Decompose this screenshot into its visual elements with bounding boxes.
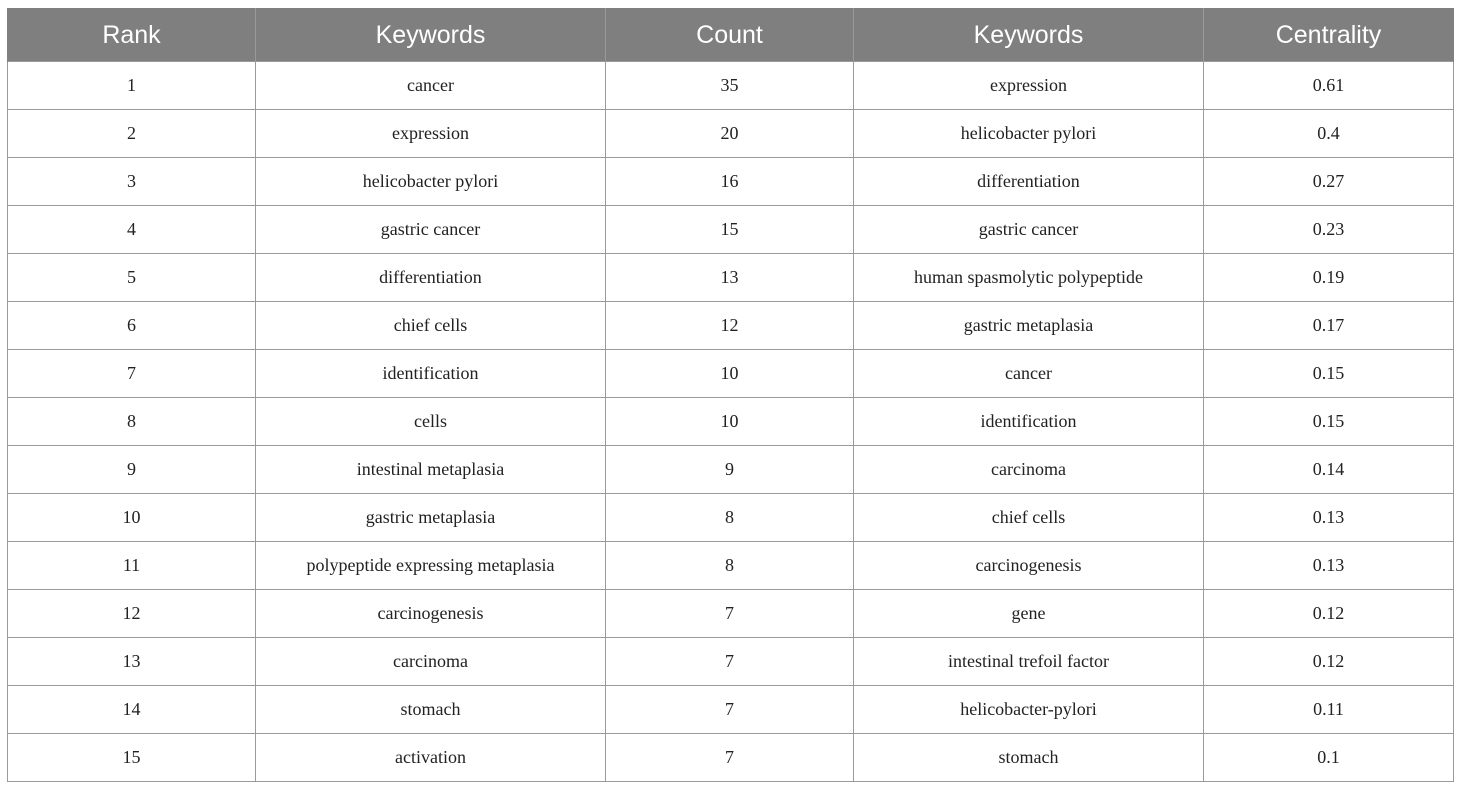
keyword-count-cell: cells	[256, 398, 606, 446]
centrality-cell: 0.23	[1204, 206, 1454, 254]
centrality-cell: 0.61	[1204, 62, 1454, 110]
keyword-centrality-cell: human spasmolytic polypeptide	[854, 254, 1204, 302]
rank-cell: 3	[8, 158, 256, 206]
keyword-centrality-cell: cancer	[854, 350, 1204, 398]
centrality-cell: 0.13	[1204, 494, 1454, 542]
table-row	[8, 350, 1454, 398]
keyword-count-cell: intestinal metaplasia	[256, 446, 606, 494]
count-cell: 7	[606, 686, 854, 734]
keywords-table	[7, 8, 1454, 782]
header-count: Count	[606, 9, 854, 62]
table-row	[8, 446, 1454, 494]
rank-cell: 8	[8, 398, 256, 446]
keyword-centrality-cell: helicobacter-pylori	[854, 686, 1204, 734]
count-cell: 7	[606, 638, 854, 686]
keyword-count-cell: gastric metaplasia	[256, 494, 606, 542]
rank-cell: 5	[8, 254, 256, 302]
count-cell: 15	[606, 206, 854, 254]
centrality-cell: 0.27	[1204, 158, 1454, 206]
header-keywords-by-count: Keywords	[256, 9, 606, 62]
keyword-centrality-cell: carcinogenesis	[854, 542, 1204, 590]
count-cell: 9	[606, 446, 854, 494]
header-rank: Rank	[8, 9, 256, 62]
table-row	[8, 302, 1454, 350]
header-keywords-by-centrality: Keywords	[854, 9, 1204, 62]
keyword-centrality-cell: chief cells	[854, 494, 1204, 542]
centrality-cell: 0.12	[1204, 590, 1454, 638]
table-row	[8, 590, 1454, 638]
keyword-centrality-cell: differentiation	[854, 158, 1204, 206]
centrality-cell: 0.4	[1204, 110, 1454, 158]
rank-cell: 2	[8, 110, 256, 158]
keyword-count-cell: carcinoma	[256, 638, 606, 686]
rank-cell: 10	[8, 494, 256, 542]
count-cell: 13	[606, 254, 854, 302]
table-row	[8, 542, 1454, 590]
keyword-count-cell: carcinogenesis	[256, 590, 606, 638]
keyword-centrality-cell: helicobacter pylori	[854, 110, 1204, 158]
keyword-centrality-cell: carcinoma	[854, 446, 1204, 494]
keyword-count-cell: differentiation	[256, 254, 606, 302]
keyword-centrality-cell: gastric cancer	[854, 206, 1204, 254]
count-cell: 20	[606, 110, 854, 158]
keyword-centrality-cell: expression	[854, 62, 1204, 110]
keywords-table-container	[7, 8, 1453, 782]
table-row	[8, 398, 1454, 446]
table-row	[8, 158, 1454, 206]
keyword-count-cell: gastric cancer	[256, 206, 606, 254]
table-row	[8, 206, 1454, 254]
count-cell: 12	[606, 302, 854, 350]
centrality-cell: 0.13	[1204, 542, 1454, 590]
rank-cell: 14	[8, 686, 256, 734]
keyword-centrality-cell: stomach	[854, 734, 1204, 782]
count-cell: 10	[606, 398, 854, 446]
count-cell: 8	[606, 542, 854, 590]
centrality-cell: 0.11	[1204, 686, 1454, 734]
header-row	[8, 9, 1454, 62]
keyword-count-cell: stomach	[256, 686, 606, 734]
count-cell: 16	[606, 158, 854, 206]
keyword-centrality-cell: intestinal trefoil factor	[854, 638, 1204, 686]
table-row	[8, 686, 1454, 734]
table-row	[8, 254, 1454, 302]
centrality-cell: 0.15	[1204, 350, 1454, 398]
header-centrality: Centrality	[1204, 9, 1454, 62]
keyword-count-cell: chief cells	[256, 302, 606, 350]
rank-cell: 4	[8, 206, 256, 254]
centrality-cell: 0.1	[1204, 734, 1454, 782]
centrality-cell: 0.17	[1204, 302, 1454, 350]
table-row	[8, 638, 1454, 686]
count-cell: 7	[606, 734, 854, 782]
rank-cell: 9	[8, 446, 256, 494]
count-cell: 7	[606, 590, 854, 638]
count-cell: 10	[606, 350, 854, 398]
rank-cell: 6	[8, 302, 256, 350]
keyword-centrality-cell: identification	[854, 398, 1204, 446]
rank-cell: 15	[8, 734, 256, 782]
table-row	[8, 734, 1454, 782]
keyword-count-cell: expression	[256, 110, 606, 158]
centrality-cell: 0.19	[1204, 254, 1454, 302]
rank-cell: 13	[8, 638, 256, 686]
rank-cell: 11	[8, 542, 256, 590]
table-body	[8, 62, 1454, 782]
table-row	[8, 62, 1454, 110]
centrality-cell: 0.14	[1204, 446, 1454, 494]
table-header	[8, 9, 1454, 62]
keyword-count-cell: activation	[256, 734, 606, 782]
keyword-count-cell: cancer	[256, 62, 606, 110]
rank-cell: 12	[8, 590, 256, 638]
keyword-count-cell: helicobacter pylori	[256, 158, 606, 206]
table-row	[8, 494, 1454, 542]
keyword-centrality-cell: gastric metaplasia	[854, 302, 1204, 350]
keyword-count-cell: identification	[256, 350, 606, 398]
centrality-cell: 0.12	[1204, 638, 1454, 686]
rank-cell: 7	[8, 350, 256, 398]
count-cell: 35	[606, 62, 854, 110]
keyword-centrality-cell: gene	[854, 590, 1204, 638]
table-row	[8, 110, 1454, 158]
rank-cell: 1	[8, 62, 256, 110]
keyword-count-cell: polypeptide expressing metaplasia	[256, 542, 606, 590]
count-cell: 8	[606, 494, 854, 542]
centrality-cell: 0.15	[1204, 398, 1454, 446]
